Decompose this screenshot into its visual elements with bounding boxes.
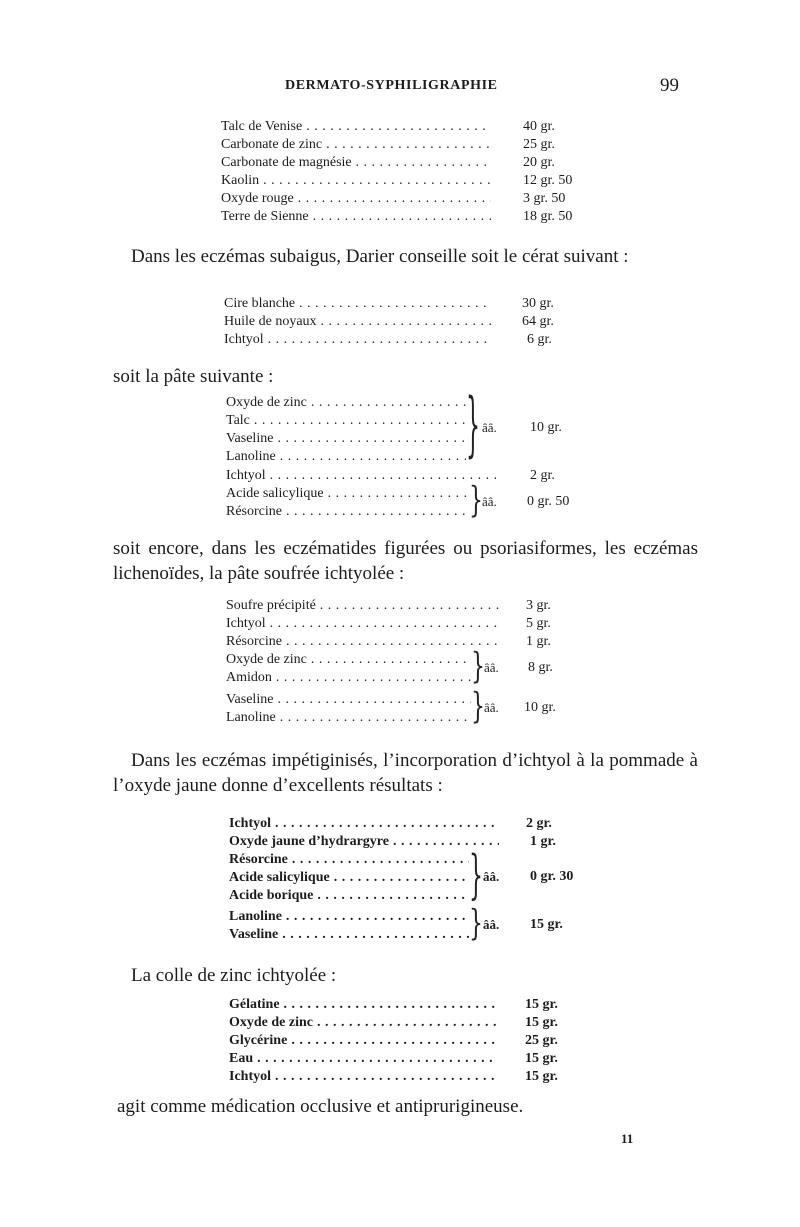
- ingredient-dose: 2 gr.: [526, 816, 552, 831]
- right-brace: }: [471, 647, 485, 688]
- ingredient-name: Ichtyol . . .: [229, 815, 499, 833]
- ingredient-dose: 8 gr.: [528, 660, 553, 675]
- paragraph: agit comme médication occlusive et antiprurigineuse.: [117, 1096, 524, 1117]
- ingredient-dose: 64 gr.: [522, 314, 554, 329]
- ingredient-name: Lanoline . . .: [226, 448, 466, 466]
- ingredient-name: Soufre précipité . . .: [226, 597, 501, 615]
- ingredient-name: Ichtyol . . .: [229, 1068, 497, 1086]
- signature-mark: 11: [621, 1131, 634, 1146]
- ingredient-name: Lanoline . . .: [229, 908, 469, 926]
- ingredient-name: Talc . . .: [226, 412, 466, 430]
- ana-partes-mark: ââ.: [483, 917, 500, 932]
- ingredient-name: Amidon . . .: [226, 669, 471, 687]
- ingredient-dose: 0 gr. 30: [530, 869, 574, 884]
- ingredient-name: Vaseline . . .: [226, 430, 466, 448]
- right-brace: }: [466, 387, 480, 468]
- ingredient-name: Talc de Venise . . .: [221, 118, 491, 136]
- ingredient-dose: 3 gr. 50: [523, 191, 566, 206]
- paragraph: Dans les eczémas subaigus, Darier conseille soit le cérat suivant :: [131, 246, 629, 267]
- ana-partes-mark: ââ.: [482, 420, 497, 435]
- ingredient-dose: 30 gr.: [522, 296, 554, 311]
- paragraph: Dans les eczémas impétiginisés, l’incorporation d’ichtyol à la pommade à l’oxyde jaune donne d’excellents résultats :: [113, 750, 698, 796]
- ingredient-name: Oxyde de zinc . . .: [226, 651, 471, 669]
- ingredient-name: Résorcine . . .: [229, 851, 469, 869]
- ingredient-dose: 1 gr.: [526, 634, 551, 649]
- ingredient-name: Résorcine . . .: [226, 633, 501, 651]
- ingredient-name: Cire blanche . . .: [224, 295, 492, 313]
- ingredient-name: Terre de Sienne . . .: [221, 208, 491, 226]
- ingredient-dose: 12 gr. 50: [523, 173, 573, 188]
- ingredient-name: Carbonate de zinc . . .: [221, 136, 491, 154]
- ingredient-dose: 18 gr. 50: [523, 209, 573, 224]
- ana-partes-mark: ââ.: [482, 494, 497, 509]
- ingredient-name: Carbonate de magnésie . . .: [221, 154, 491, 172]
- paragraph: soit la pâte suivante :: [113, 366, 274, 387]
- ingredient-name: Oxyde jaune d’hydrargyre . . .: [229, 833, 499, 851]
- ingredient-name: Vaseline . . .: [226, 691, 471, 709]
- ingredient-name: Ichtyol . . .: [226, 615, 501, 633]
- ingredient-dose: 20 gr.: [523, 155, 555, 170]
- ana-partes-mark: ââ.: [483, 869, 500, 884]
- ingredient-name: Oxyde de zinc . . .: [226, 394, 466, 412]
- ingredient-dose: 3 gr.: [526, 598, 551, 613]
- ingredient-dose: 40 gr.: [523, 119, 555, 134]
- ingredient-dose: 5 gr.: [526, 616, 551, 631]
- ingredient-name: Lanoline . . .: [226, 709, 471, 727]
- ingredient-dose: 25 gr.: [525, 1033, 558, 1048]
- ingredient-name: Ichtyol . . .: [226, 467, 496, 485]
- right-brace: }: [471, 687, 485, 728]
- ingredient-dose: 6 gr.: [527, 332, 552, 347]
- ana-partes-mark: ââ.: [484, 660, 499, 675]
- ingredient-name: Vaseline . . .: [229, 926, 469, 944]
- right-brace: }: [469, 904, 483, 945]
- ingredient-name: Huile de noyaux . . .: [224, 313, 492, 331]
- ingredient-name: Acide salicylique . . .: [226, 485, 471, 503]
- ingredient-name: Eau . . .: [229, 1050, 497, 1068]
- ingredient-name: Glycérine . . .: [229, 1032, 497, 1050]
- ingredient-dose: 2 gr.: [530, 468, 555, 483]
- ingredient-dose: 15 gr.: [525, 1069, 558, 1084]
- ingredient-dose: 10 gr.: [530, 420, 562, 435]
- ana-partes-mark: ââ.: [484, 700, 499, 715]
- running-head: [0, 75, 800, 102]
- paragraph: La colle de zinc ichtyolée :: [131, 965, 337, 986]
- ingredient-dose: 15 gr.: [525, 997, 558, 1012]
- ingredient-name: Oxyde rouge . . .: [221, 190, 491, 208]
- ingredient-dose: 15 gr.: [525, 1015, 558, 1030]
- ingredient-name: Acide borique . . .: [229, 887, 469, 905]
- ingredient-name: Résorcine . . .: [226, 503, 471, 521]
- ingredient-name: Kaolin . . .: [221, 172, 491, 190]
- ingredient-dose: 0 gr. 50: [527, 494, 570, 509]
- ingredient-dose: 15 gr.: [525, 1051, 558, 1066]
- paragraph: soit encore, dans les eczématides figurées ou psoriasiformes, les eczémas lichenoïdes, la pâte soufrée ichtyolée :: [113, 538, 698, 584]
- ingredient-dose: 10 gr.: [524, 700, 556, 715]
- ingredient-name: Gélatine . . .: [229, 996, 497, 1014]
- ingredient-name: Ichtyol . . .: [224, 331, 492, 349]
- running-title: DERMATO-SYPHILIGRAPHIE: [285, 78, 498, 93]
- ingredient-dose: 25 gr.: [523, 137, 555, 152]
- ingredient-dose: 1 gr.: [530, 834, 556, 849]
- ingredient-dose: 15 gr.: [530, 917, 563, 932]
- page-number: 99: [660, 75, 679, 96]
- right-brace: }: [469, 846, 483, 907]
- ingredient-name: Oxyde de zinc . . .: [229, 1014, 497, 1032]
- right-brace: }: [469, 481, 483, 522]
- ingredient-name: Acide salicylique . . .: [229, 869, 469, 887]
